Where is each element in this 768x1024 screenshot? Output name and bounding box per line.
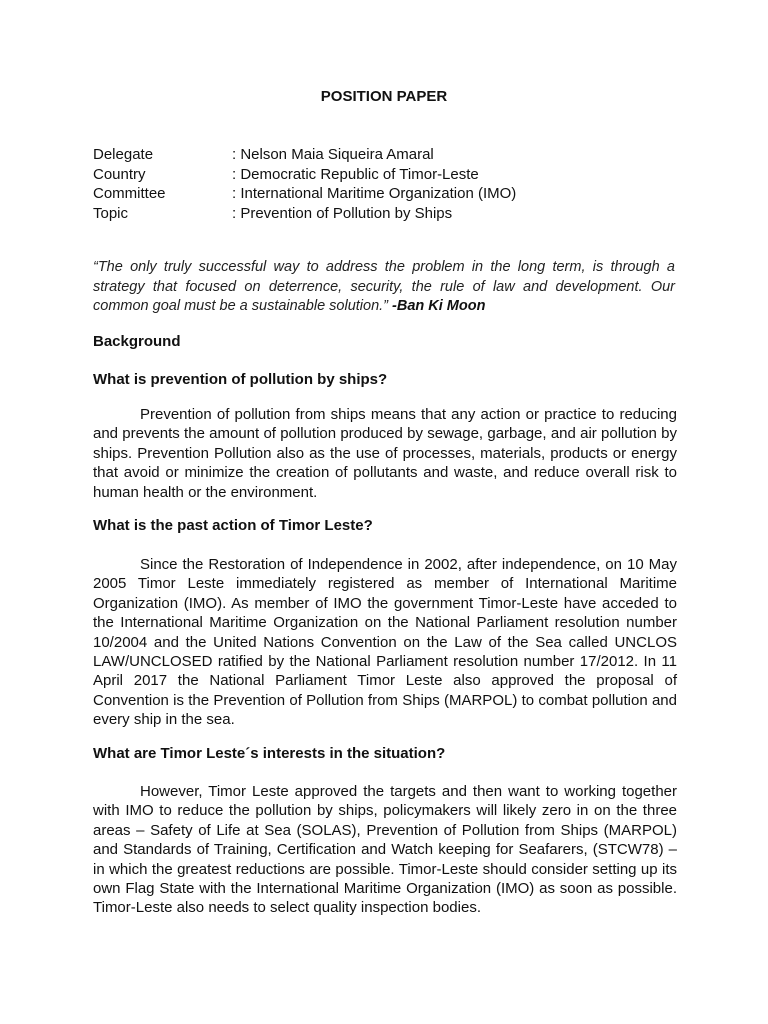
meta-value: : Nelson Maia Siqueira Amaral (232, 146, 434, 163)
quote-text: “The only truly successful way to address the problem in the long term, is through a strategy that focused on deterrence, security, the rule of law and development. Our common goal must be a sustainable solution.” (93, 259, 675, 314)
section-body: However, Timor Leste approved the targets and then want to working together with IMO to reduce the pollution by ships, policymakers will likely zero in on the three areas – Safety of Life at Sea (SOLAS), Prevention of Pollution from Ships (MARPOL) and Standards of Training, Certification and Watch keeping for Seafarers, (STCW78) – in which the greatest reductions are possible. Timor-Leste should consider setting up its own Flag State with the International Maritime Organization (IMO) as soon as possible. Timor-Leste also needs to select quality inspection bodies. (93, 783, 677, 917)
section-body: Since the Restoration of Independence in 2002, after independence, on 10 May 2005 Timor Leste immediately registered as member of International Maritime Organization (IMO). As member of IMO the government Timor-Leste have acceded to the International Maritime Organization on the National Parliament resolution number 10/2004 and the United Nations Convention on the Law of the Sea called UNCLOS LAW/UNCLOSED ratified by the National Parliament resolution number 17/2012. In 11 April 2017 the National Parliament Timor Leste also approved the proposal of Convention is the Prevention of Pollution from Ships (MARPOL) to combat pollution and every ship in the sea. (93, 556, 677, 729)
background-heading: Background (93, 333, 181, 350)
meta-label: Country (93, 165, 146, 183)
meta-row-country (93, 165, 693, 185)
meta-label: Delegate (93, 146, 154, 163)
meta-label: Topic (93, 204, 129, 222)
meta-row-delegate (93, 145, 693, 165)
meta-value: : Democratic Republic of Timor-Leste (232, 165, 479, 183)
section-heading: What is prevention of pollution by ships? (93, 371, 388, 388)
meta-value: : International Maritime Organization (IMO) (232, 185, 517, 202)
meta-value: : Prevention of Pollution by Ships (232, 204, 453, 222)
opening-quote (93, 258, 675, 317)
section-heading: What are Timor Leste´s interests in the situation? (93, 745, 446, 762)
meta-row-topic (93, 204, 693, 224)
section-body: Prevention of pollution from ships means that any action or practice to reducing and prevents the amount of pollution produced by sewage, garbage, and air pollution by ships. Prevention Pollution also as the use of processes, materials, products or energy that avoid or minimize the creation of pollutants and waste, and reduce overall risk to human health or the environment. (93, 406, 677, 501)
page-title: POSITION PAPER (320, 88, 448, 105)
delegate-info (93, 145, 693, 223)
section-heading: What is the past action of Timor Leste? (93, 517, 373, 534)
meta-row-committee (93, 184, 693, 204)
quote-author: -Ban Ki Moon (392, 298, 486, 314)
meta-label: Committee (93, 185, 166, 202)
